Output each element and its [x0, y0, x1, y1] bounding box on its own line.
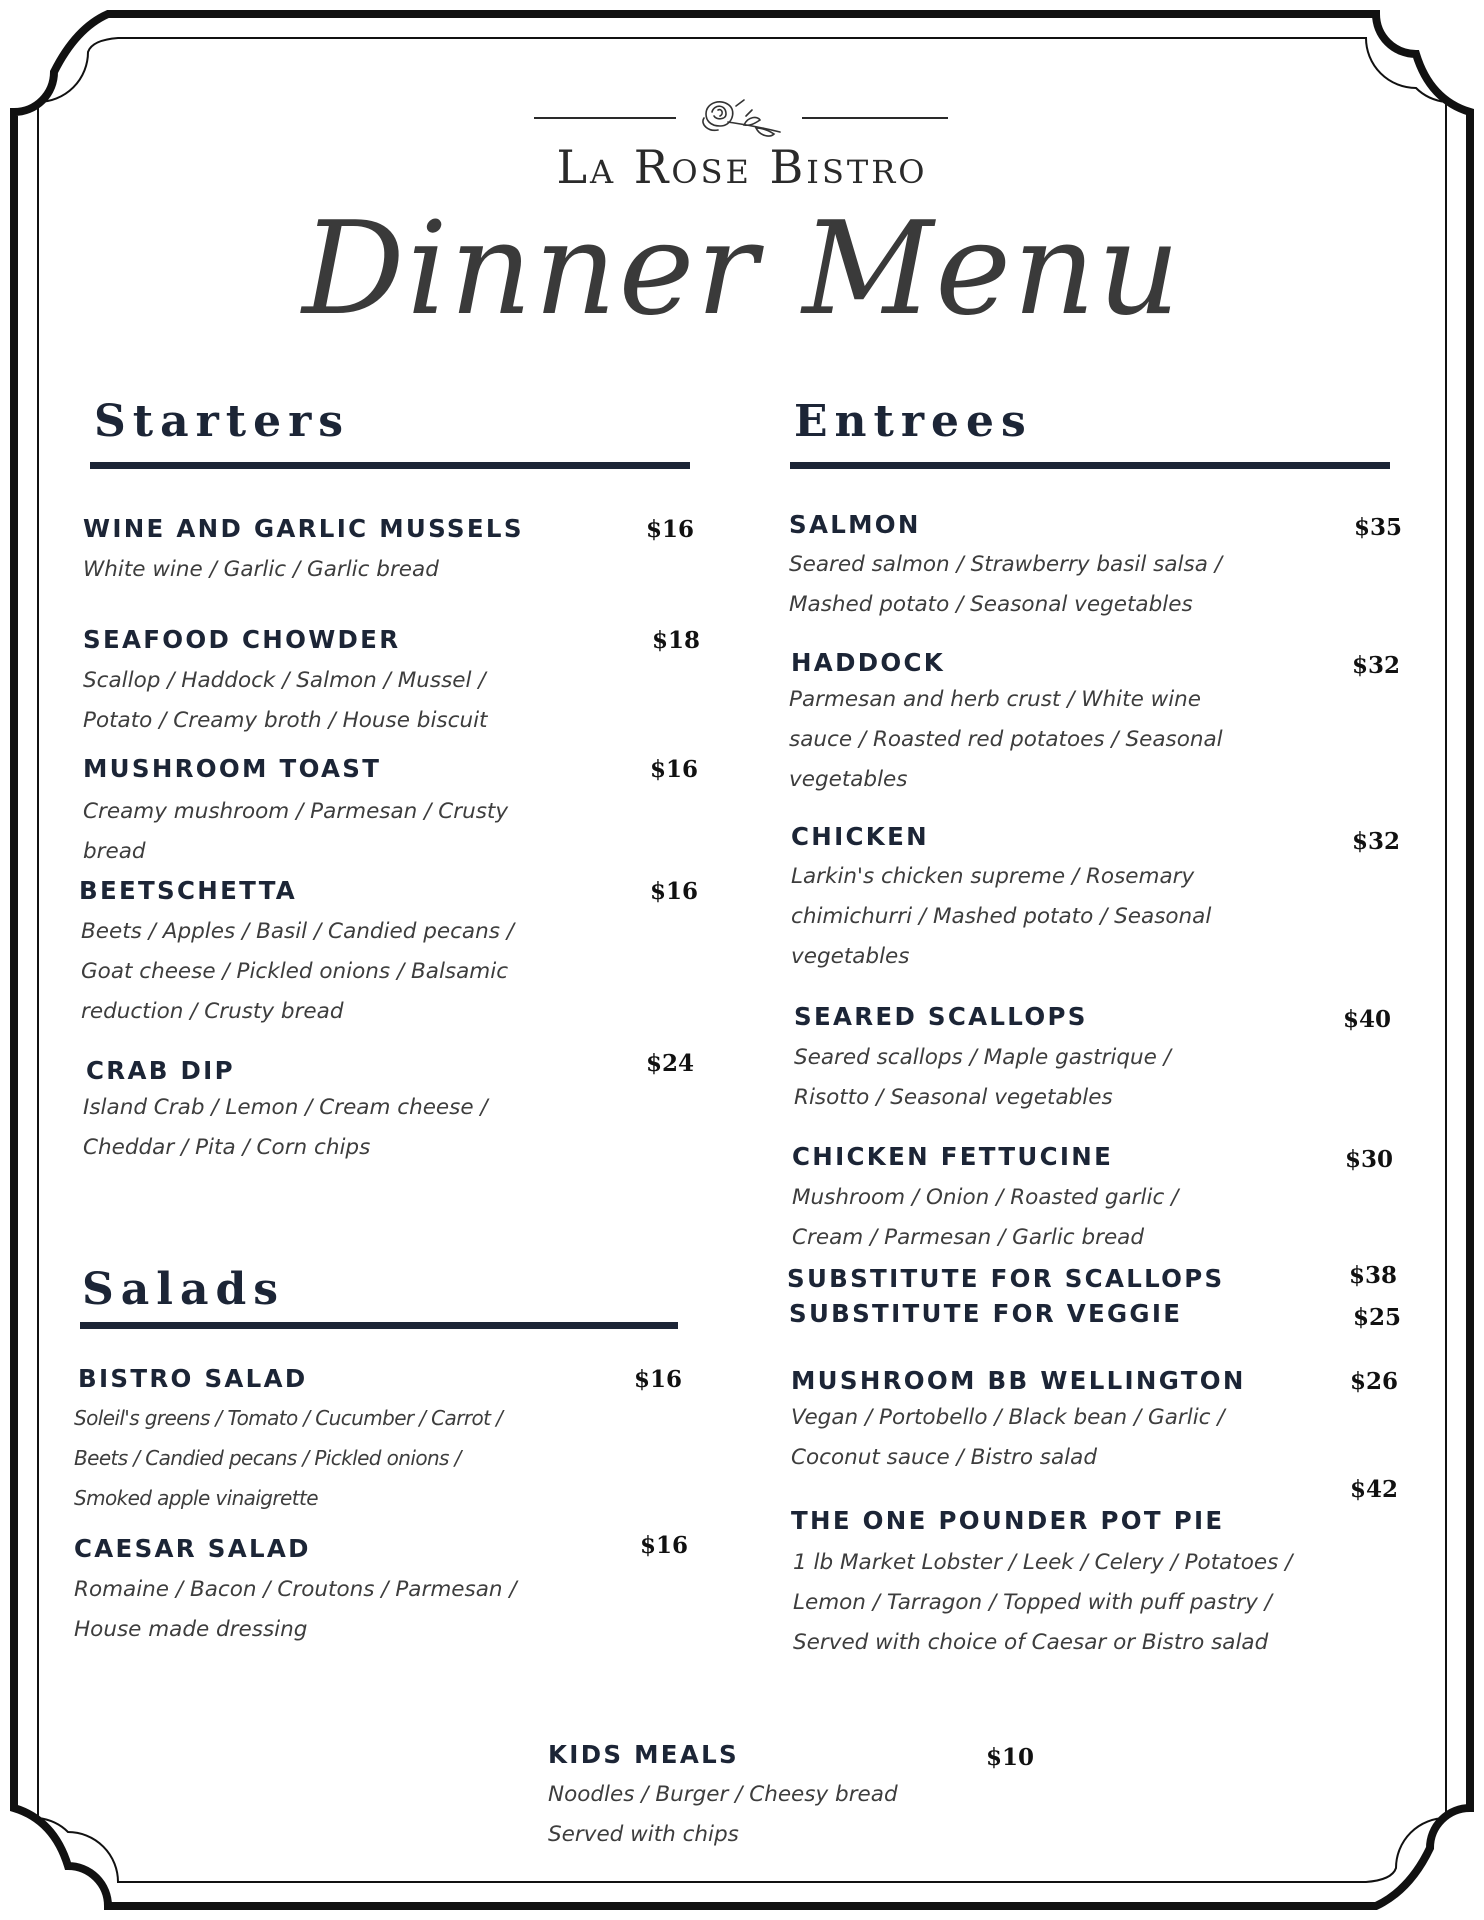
menu-item-description: Beets / Candied pecans / Pickled onions / [74, 1446, 461, 1470]
menu-item-description: Seared scallops / Maple gastrique / [794, 1045, 1171, 1070]
menu-item-name: HADDOCK [791, 648, 946, 677]
menu-item-price: $16 [640, 1532, 689, 1559]
menu-item-description: Coconut sauce / Bistro salad [791, 1445, 1097, 1470]
menu-item-name: THE ONE POUNDER POT PIE [791, 1506, 1225, 1535]
menu-item-price: $16 [650, 878, 699, 905]
menu-item-name: BISTRO SALAD [78, 1364, 308, 1393]
menu-item-description: Risotto / Seasonal vegetables [794, 1085, 1113, 1110]
menu-item-description: Vegan / Portobello / Black bean / Garlic / [791, 1405, 1225, 1430]
restaurant-name: La Rose Bistro [556, 140, 928, 194]
menu-item-price: $30 [1345, 1146, 1394, 1173]
menu-item-name: CHICKEN FETTUCINE [792, 1142, 1114, 1171]
menu-item-description: Served with chips [548, 1822, 739, 1847]
menu-item-description: bread [83, 839, 146, 864]
menu-item-description: Seared salmon / Strawberry basil salsa / [789, 552, 1222, 577]
menu-item-name: CRAB DIP [86, 1056, 235, 1085]
menu-item-description: Mashed potato / Seasonal vegetables [789, 592, 1193, 617]
menu-item-description: Cream / Parmesan / Garlic bread [792, 1225, 1144, 1250]
section-title-salads: Salads [82, 1264, 286, 1315]
menu-item-price: $16 [646, 516, 695, 543]
menu-item-price: $40 [1343, 1006, 1392, 1033]
menu-item-price: $32 [1352, 828, 1401, 855]
section-rule-entrees [790, 462, 1390, 469]
menu-item-description: White wine / Garlic / Garlic bread [83, 557, 439, 582]
section-rule-starters [90, 462, 690, 469]
menu-item-price: $24 [646, 1050, 695, 1077]
menu-item-description: sauce / Roasted red potatoes / Seasonal [789, 727, 1223, 752]
menu-item-description: Smoked apple vinaigrette [74, 1486, 318, 1510]
menu-item-name: WINE AND GARLIC MUSSELS [83, 514, 524, 543]
menu-item-description: Noodles / Burger / Cheesy bread [548, 1782, 898, 1807]
section-rule-salads [80, 1322, 678, 1329]
menu-item-price: $35 [1354, 514, 1403, 541]
menu-item-name: CAESAR SALAD [74, 1534, 311, 1563]
menu-item-price: $18 [652, 627, 701, 654]
menu-item-name: SUBSTITUTE FOR SCALLOPS [787, 1264, 1225, 1293]
menu-item-name: SUBSTITUTE FOR VEGGIE [789, 1299, 1183, 1328]
menu-item-description: Goat cheese / Pickled onions / Balsamic [81, 959, 509, 984]
menu-item-description: Scallop / Haddock / Salmon / Mussel / [83, 668, 486, 693]
menu-item-description: Island Crab / Lemon / Cream cheese / [83, 1095, 488, 1120]
menu-item-description: Parmesan and herb crust / White wine [789, 687, 1202, 712]
menu-item-name: CHICKEN [791, 822, 929, 851]
menu-item-name: MUSHROOM BB WELLINGTON [791, 1366, 1246, 1395]
menu-item-description: reduction / Crusty bread [81, 999, 344, 1024]
menu-item-description: Lemon / Tarragon / Topped with puff pastry / [793, 1590, 1272, 1615]
menu-item-price: $16 [650, 756, 699, 783]
menu-item-name: MUSHROOM TOAST [83, 754, 382, 783]
menu-item-description: vegetables [789, 767, 908, 792]
menu-title: Dinner Menu [302, 195, 1182, 344]
menu-item-price: $42 [1350, 1476, 1399, 1503]
menu-item-description: Creamy mushroom / Parmesan / Crusty [83, 799, 509, 824]
menu-item-description: 1 lb Market Lobster / Leek / Celery / Potatoes / [793, 1550, 1293, 1575]
menu-item-name: SALMON [789, 510, 921, 539]
menu-item-description: Cheddar / Pita / Corn chips [83, 1135, 371, 1160]
menu-item-description: Larkin's chicken supreme / Rosemary [791, 864, 1195, 889]
menu-item-description: chimichurri / Mashed potato / Seasonal [791, 904, 1212, 929]
header-line-left [534, 117, 676, 119]
header-line-right [802, 117, 948, 119]
menu-item-description: Potato / Creamy broth / House biscuit [83, 708, 488, 733]
menu-item-name: BEETSCHETTA [79, 876, 298, 905]
menu-item-name: SEAFOOD CHOWDER [83, 625, 401, 654]
section-title-starters: Starters [94, 396, 351, 447]
menu-item-name: SEARED SCALLOPS [794, 1002, 1088, 1031]
menu-item-description: vegetables [791, 944, 910, 969]
menu-item-price: $26 [1350, 1368, 1399, 1395]
menu-item-price: $16 [634, 1366, 683, 1393]
rose-icon [700, 94, 784, 144]
menu-item-price: $10 [986, 1744, 1035, 1771]
menu-item-description: Romaine / Bacon / Croutons / Parmesan / [74, 1577, 517, 1602]
menu-item-description: Soleil's greens / Tomato / Cucumber / Carrot / [74, 1406, 503, 1430]
section-title-entrees: Entrees [794, 396, 1033, 447]
menu-item-price: $38 [1349, 1262, 1398, 1289]
menu-item-description: Beets / Apples / Basil / Candied pecans / [81, 919, 514, 944]
menu-item-price: $25 [1353, 1304, 1402, 1331]
menu-item-price: $32 [1352, 652, 1401, 679]
menu-item-name: KIDS MEALS [548, 1740, 739, 1769]
menu-item-description: Served with choice of Caesar or Bistro salad [793, 1630, 1269, 1655]
menu-item-description: House made dressing [74, 1617, 308, 1642]
menu-item-description: Mushroom / Onion / Roasted garlic / [792, 1185, 1179, 1210]
